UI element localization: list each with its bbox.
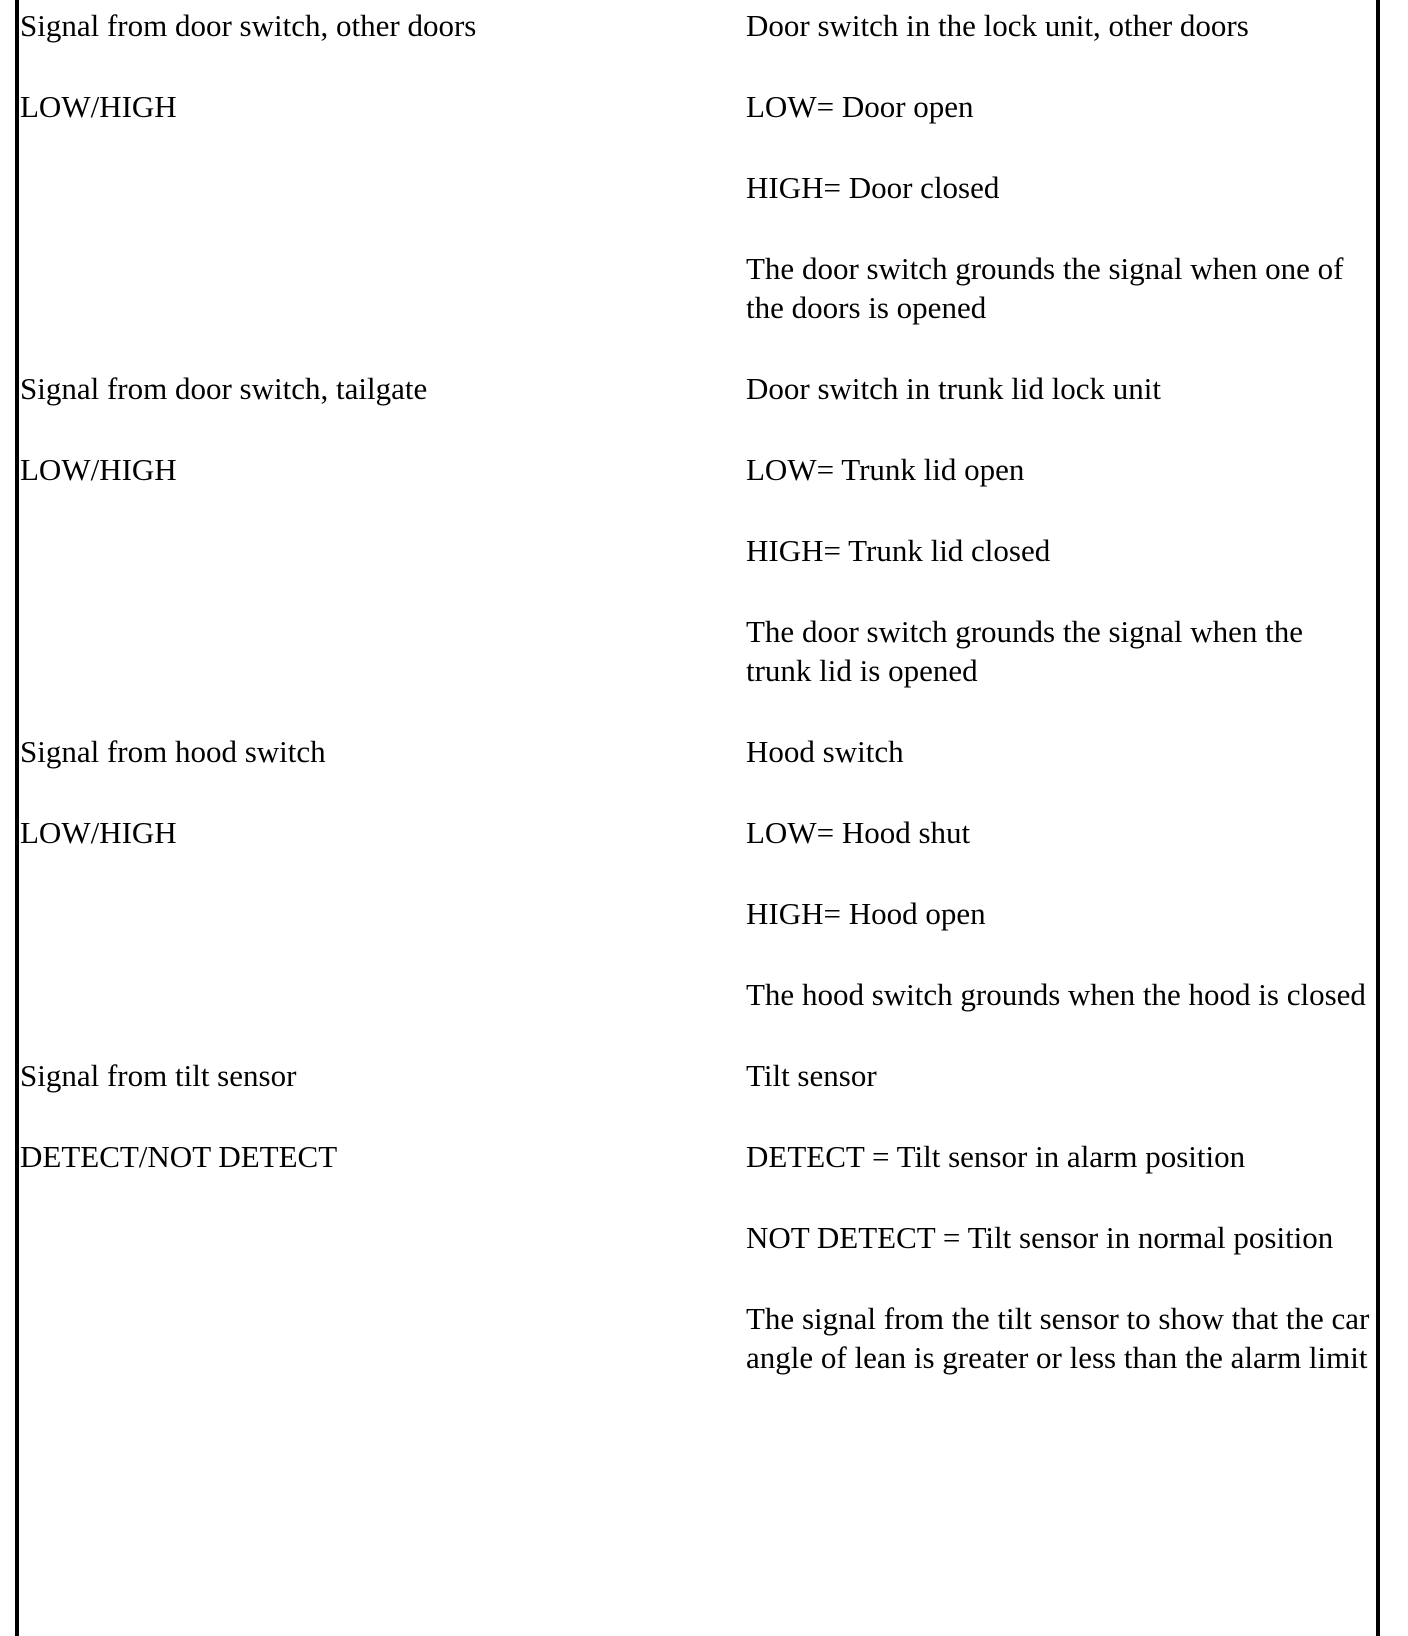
description-cell [746, 732, 1371, 1056]
high-state-description: HIGH= Trunk lid closed [746, 533, 1051, 568]
signal-cell [20, 1056, 746, 1419]
high-state-description: HIGH= Hood open [746, 896, 986, 931]
component-name: Tilt sensor [746, 1058, 877, 1093]
low-state-description: LOW= Hood shut [746, 815, 971, 850]
signal-states: LOW/HIGH [20, 815, 177, 850]
description-cell [746, 0, 1371, 369]
signal-explanation: The door switch grounds the signal when one of the doors is opened [746, 251, 1344, 325]
signal-states: LOW/HIGH [20, 89, 177, 124]
component-name: Door switch in trunk lid lock unit [746, 371, 1162, 406]
signal-name: Signal from hood switch [20, 734, 326, 769]
description-cell [746, 1056, 1371, 1419]
table-row [20, 369, 1375, 732]
not-detect-state-description: NOT DETECT = Tilt sensor in normal position [746, 1220, 1334, 1255]
low-state-description: LOW= Door open [746, 89, 974, 124]
table-row [20, 732, 1375, 1056]
low-state-description: LOW= Trunk lid open [746, 452, 1025, 487]
detect-state-description: DETECT = Tilt sensor in alarm position [746, 1139, 1246, 1174]
high-state-description: HIGH= Door closed [746, 170, 1000, 205]
signal-cell [20, 732, 746, 1056]
component-name: Door switch in the lock unit, other doors [746, 8, 1249, 43]
signal-name: Signal from tilt sensor [20, 1058, 297, 1093]
signal-name: Signal from door switch, other doors [20, 8, 477, 43]
table-row [20, 1056, 1375, 1419]
signal-explanation: The door switch grounds the signal when the trunk lid is opened [746, 614, 1304, 688]
signal-cell [20, 0, 746, 369]
signal-states: LOW/HIGH [20, 452, 177, 487]
signal-cell [20, 369, 746, 732]
description-cell [746, 369, 1371, 732]
signal-explanation: The signal from the tilt sensor to show that the car angle of lean is greater or less than the alarm limit [746, 1301, 1370, 1375]
signal-states: DETECT/NOT DETECT [20, 1139, 338, 1174]
signal-table [20, 0, 1375, 1419]
component-name: Hood switch [746, 734, 904, 769]
table-row [20, 0, 1375, 369]
signal-name: Signal from door switch, tailgate [20, 371, 428, 406]
signal-explanation: The hood switch grounds when the hood is closed [746, 977, 1366, 1012]
